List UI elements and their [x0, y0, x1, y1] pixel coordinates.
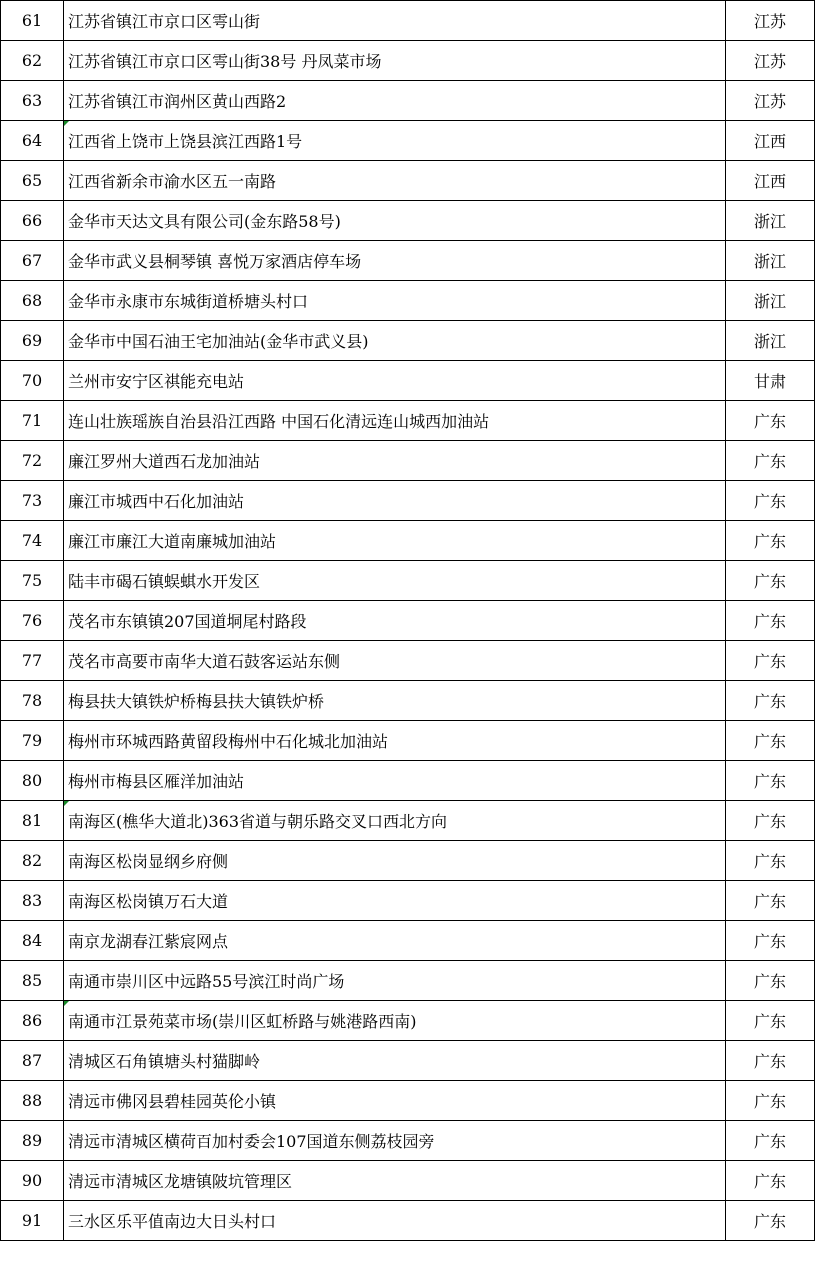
row-address-cell: [64, 161, 726, 201]
row-number: 90: [1, 1161, 64, 1201]
row-address-cell: [64, 1081, 726, 1121]
row-province: 江西: [726, 161, 815, 201]
row-number: 86: [1, 1001, 64, 1041]
row-province: 江苏: [726, 1, 815, 41]
row-province: 广东: [726, 1001, 815, 1041]
row-number: 91: [1, 1201, 64, 1241]
row-number: 74: [1, 521, 64, 561]
row-address: 南海区松岗显纲乡府侧: [68, 852, 229, 871]
row-number: 78: [1, 681, 64, 721]
row-address-cell: [64, 881, 726, 921]
row-address: 陆丰市碣石镇蜈蜞水开发区: [68, 572, 261, 591]
table-row: [1, 41, 815, 81]
table-row: [1, 81, 815, 121]
row-number: 75: [1, 561, 64, 601]
row-province: 广东: [726, 881, 815, 921]
row-address-cell: [64, 121, 726, 161]
table-row: [1, 961, 815, 1001]
row-address: 金华市永康市东城街道桥塘头村口: [68, 292, 309, 311]
table-row: [1, 641, 815, 681]
table-row: [1, 761, 815, 801]
row-address: 廉江市廉江大道南廉城加油站: [68, 532, 277, 551]
row-number: 64: [1, 121, 64, 161]
row-province: 广东: [726, 441, 815, 481]
row-address-cell: [64, 841, 726, 881]
row-number: 73: [1, 481, 64, 521]
cell-comment-marker-icon: [64, 801, 69, 806]
row-province: 江苏: [726, 81, 815, 121]
table-row: [1, 281, 815, 321]
table-row: [1, 601, 815, 641]
row-province: 广东: [726, 761, 815, 801]
table-row: [1, 161, 815, 201]
table-row: [1, 801, 815, 841]
row-number: 84: [1, 921, 64, 961]
row-number: 87: [1, 1041, 64, 1081]
row-address-cell: [64, 1041, 726, 1081]
row-address-cell: [64, 721, 726, 761]
row-address-cell: [64, 1201, 726, 1241]
row-number: 81: [1, 801, 64, 841]
row-number: 69: [1, 321, 64, 361]
row-address: 金华市武义县桐琴镇 喜悦万家酒店停车场: [68, 252, 362, 271]
row-province: 广东: [726, 681, 815, 721]
row-province: 广东: [726, 1161, 815, 1201]
row-address: 江苏省镇江市京口区雩山街38号 丹凤菜市场: [68, 52, 382, 71]
row-province: 广东: [726, 921, 815, 961]
row-address-cell: [64, 1121, 726, 1161]
row-address-cell: [64, 681, 726, 721]
row-address-cell: [64, 241, 726, 281]
row-address: 兰州市安宁区祺能充电站: [68, 372, 245, 391]
row-address: 金华市天达文具有限公司(金东路58号): [68, 212, 341, 231]
row-address-cell: [64, 1001, 726, 1041]
row-address: 清远市清城区横荷百加村委会107国道东侧荔枝园旁: [68, 1132, 435, 1151]
row-address-cell: [64, 321, 726, 361]
row-address-cell: [64, 641, 726, 681]
row-address-cell: [64, 401, 726, 441]
row-province: 江西: [726, 121, 815, 161]
table-row: [1, 241, 815, 281]
row-address: 金华市中国石油王宅加油站(金华市武义县): [68, 332, 369, 351]
row-province: 广东: [726, 561, 815, 601]
table-row: [1, 841, 815, 881]
row-province: 广东: [726, 841, 815, 881]
table-row: [1, 1121, 815, 1161]
row-number: 76: [1, 601, 64, 641]
row-province: 广东: [726, 401, 815, 441]
row-address-cell: [64, 561, 726, 601]
row-address-cell: [64, 81, 726, 121]
row-address: 茂名市东镇镇207国道垌尾村路段: [68, 612, 307, 631]
row-address: 连山壮族瑶族自治县沿江西路 中国石化清远连山城西加油站: [68, 412, 490, 431]
row-address: 南海区(樵华大道北)363省道与朝乐路交叉口西北方向: [68, 812, 448, 831]
row-number: 80: [1, 761, 64, 801]
row-address-cell: [64, 361, 726, 401]
row-address-cell: [64, 41, 726, 81]
row-province: 广东: [726, 1201, 815, 1241]
row-province: 浙江: [726, 241, 815, 281]
cell-comment-marker-icon: [64, 121, 69, 126]
row-number: 82: [1, 841, 64, 881]
row-address-cell: [64, 961, 726, 1001]
row-number: 65: [1, 161, 64, 201]
table-row: [1, 201, 815, 241]
row-address: 廉江罗州大道西石龙加油站: [68, 452, 261, 471]
table-row: [1, 1, 815, 41]
row-number: 71: [1, 401, 64, 441]
row-number: 83: [1, 881, 64, 921]
table-body: [1, 1, 815, 1241]
row-address: 清城区石角镇塘头村猫脚岭: [68, 1052, 261, 1071]
row-address-cell: [64, 201, 726, 241]
table-row: [1, 1001, 815, 1041]
row-address: 茂名市高要市南华大道石鼓客运站东侧: [68, 652, 341, 671]
row-address: 清远市佛冈县碧桂园英伦小镇: [68, 1092, 277, 1111]
row-address-cell: [64, 801, 726, 841]
row-address-cell: [64, 521, 726, 561]
row-address-cell: [64, 1, 726, 41]
row-address: 梅县扶大镇铁炉桥梅县扶大镇铁炉桥: [68, 692, 325, 711]
row-address: 南通市江景苑菜市场(崇川区虹桥路与姚港路西南): [68, 1012, 417, 1031]
row-province: 江苏: [726, 41, 815, 81]
row-province: 浙江: [726, 201, 815, 241]
row-number: 72: [1, 441, 64, 481]
row-province: 广东: [726, 1041, 815, 1081]
row-province: 浙江: [726, 281, 815, 321]
row-address: 南海区松岗镇万石大道: [68, 892, 229, 911]
row-address-cell: [64, 481, 726, 521]
row-address: 江苏省镇江市京口区雩山街: [68, 12, 261, 31]
row-province: 广东: [726, 641, 815, 681]
row-address: 梅州市环城西路黄留段梅州中石化城北加油站: [68, 732, 389, 751]
row-province: 广东: [726, 601, 815, 641]
row-number: 67: [1, 241, 64, 281]
row-number: 62: [1, 41, 64, 81]
row-province: 浙江: [726, 321, 815, 361]
table-row: [1, 441, 815, 481]
table-row: [1, 721, 815, 761]
cell-comment-marker-icon: [64, 1001, 69, 1006]
table-row: [1, 681, 815, 721]
row-number: 85: [1, 961, 64, 1001]
table-row: [1, 401, 815, 441]
row-address-cell: [64, 921, 726, 961]
row-province: 广东: [726, 1081, 815, 1121]
table-row: [1, 921, 815, 961]
table-row: [1, 1161, 815, 1201]
row-province: 广东: [726, 801, 815, 841]
table-row: [1, 481, 815, 521]
row-province: 广东: [726, 521, 815, 561]
row-address: 南通市崇川区中远路55号滨江时尚广场: [68, 972, 345, 991]
row-number: 70: [1, 361, 64, 401]
row-number: 79: [1, 721, 64, 761]
row-number: 63: [1, 81, 64, 121]
row-province: 广东: [726, 481, 815, 521]
row-address: 清远市清城区龙塘镇陂坑管理区: [68, 1172, 293, 1191]
row-address: 江西省新余市渝水区五一南路: [68, 172, 277, 191]
row-number: 68: [1, 281, 64, 321]
row-address-cell: [64, 761, 726, 801]
table-row: [1, 521, 815, 561]
row-number: 89: [1, 1121, 64, 1161]
row-province: 广东: [726, 961, 815, 1001]
row-number: 88: [1, 1081, 64, 1121]
table-row: [1, 561, 815, 601]
row-address: 梅州市梅县区雁洋加油站: [68, 772, 245, 791]
table-row: [1, 121, 815, 161]
table-row: [1, 361, 815, 401]
row-address-cell: [64, 601, 726, 641]
table-row: [1, 1201, 815, 1241]
row-province: 甘肃: [726, 361, 815, 401]
row-province: 广东: [726, 721, 815, 761]
table-row: [1, 1081, 815, 1121]
table-row: [1, 321, 815, 361]
row-address-cell: [64, 281, 726, 321]
row-address: 江西省上饶市上饶县滨江西路1号: [68, 132, 303, 151]
row-address: 南京龙湖春江紫宸网点: [68, 932, 229, 951]
row-address: 廉江市城西中石化加油站: [68, 492, 245, 511]
row-address: 江苏省镇江市润州区黄山西路2: [68, 92, 287, 111]
row-number: 66: [1, 201, 64, 241]
table-row: [1, 1041, 815, 1081]
row-number: 61: [1, 1, 64, 41]
row-address-cell: [64, 441, 726, 481]
row-number: 77: [1, 641, 64, 681]
row-address: 三水区乐平值南边大日头村口: [68, 1212, 277, 1231]
table-row: [1, 881, 815, 921]
row-address-cell: [64, 1161, 726, 1201]
row-province: 广东: [726, 1121, 815, 1161]
